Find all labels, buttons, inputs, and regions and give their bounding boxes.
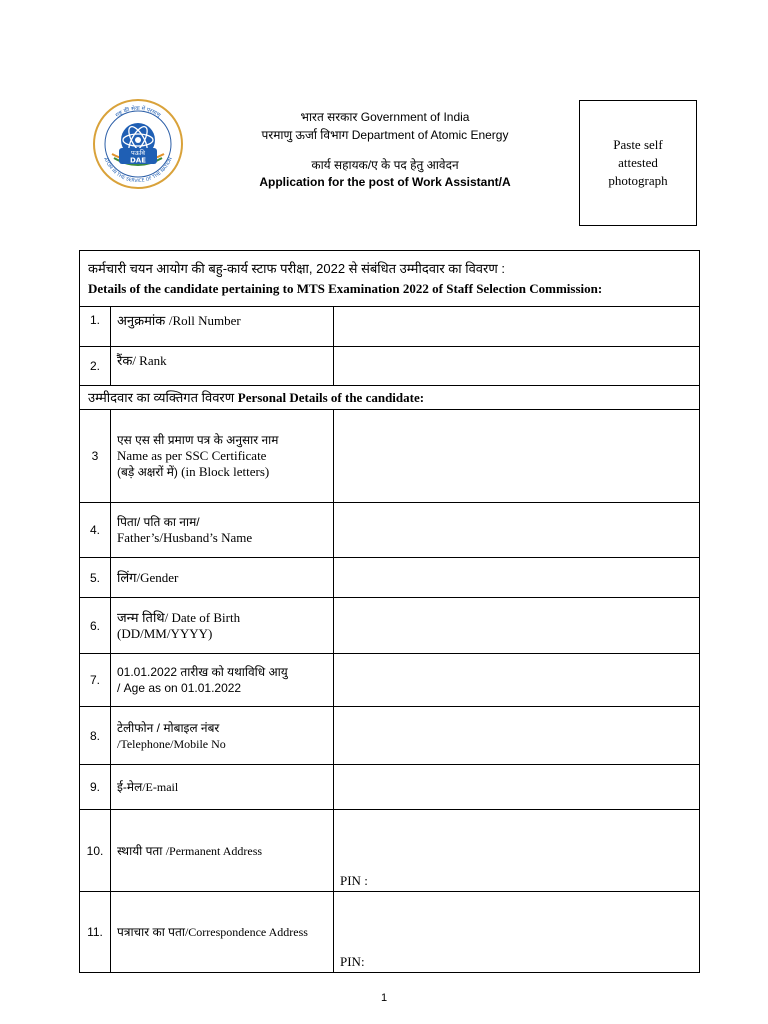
dept-english: Department of Atomic Energy bbox=[351, 128, 509, 142]
table-row bbox=[80, 654, 700, 707]
logo-ring-bottom: ATOM IN THE SERVICE OF THE NATION bbox=[102, 156, 174, 185]
dob-label bbox=[111, 598, 334, 654]
row-number: 6. bbox=[80, 598, 111, 654]
email-field[interactable] bbox=[334, 765, 700, 810]
rank-hindi: रैंक bbox=[117, 353, 133, 368]
org-english: Government of India bbox=[360, 110, 470, 124]
permanent-address-english: /Permanent Address bbox=[165, 843, 263, 858]
age-field[interactable] bbox=[334, 654, 700, 707]
header bbox=[200, 108, 570, 190]
row-number: 5. bbox=[80, 558, 111, 598]
correspondence-address-field[interactable] bbox=[334, 892, 700, 973]
dae-emblem-icon bbox=[92, 98, 184, 190]
email-label bbox=[111, 765, 334, 810]
roll-number-field[interactable] bbox=[334, 307, 700, 347]
row-number: 7. bbox=[80, 654, 111, 707]
section-2-header-row bbox=[80, 386, 700, 410]
correspondence-address-hindi: पत्राचार का पता bbox=[117, 925, 185, 939]
father-husband-hindi: पिता/ पति का नाम/ bbox=[117, 515, 200, 529]
section-1-header-row bbox=[80, 251, 700, 307]
permanent-pin-label: PIN : bbox=[340, 873, 368, 888]
dept-hindi: परमाणु ऊर्जा विभाग bbox=[261, 128, 349, 142]
section-2-title-english: Personal Details of the candidate: bbox=[237, 389, 425, 405]
name-label bbox=[111, 410, 334, 503]
application-form-table bbox=[79, 250, 700, 973]
row-number: 8. bbox=[80, 707, 111, 765]
rank-english: / Rank bbox=[132, 353, 167, 368]
section-2-title-hindi: उम्मीदवार का व्यक्तिगत विवरण bbox=[88, 389, 238, 405]
age-date: 01.01.2022 bbox=[117, 665, 178, 679]
section-1-title bbox=[80, 251, 700, 307]
email-hindi: ई-मेल bbox=[117, 780, 143, 794]
correspondence-address-label bbox=[111, 892, 334, 973]
section-1-title-english: Details of the candidate pertaining to MTS Examination 2022 of Staff Selection Commission: bbox=[88, 280, 603, 296]
row-number: 3 bbox=[80, 410, 111, 503]
name-english: Name as per SSC Certificate bbox=[117, 448, 267, 463]
roll-number-label bbox=[111, 307, 334, 347]
name-field[interactable] bbox=[334, 410, 700, 503]
section-2-title bbox=[80, 386, 700, 410]
dob-format: (DD/MM/YYYY) bbox=[117, 625, 213, 641]
age-hindi: तारीख को यथाविधि आयु bbox=[177, 665, 288, 679]
photo-line-1: Paste self bbox=[613, 137, 663, 152]
row-number: 11. bbox=[80, 892, 111, 973]
logo-hindi-text: पऊवि bbox=[130, 149, 146, 157]
permanent-address-label bbox=[111, 810, 334, 892]
roll-number-hindi: अनुक्रमांक bbox=[117, 313, 169, 328]
phone-english: /Telephone/Mobile No bbox=[117, 736, 226, 751]
father-husband-label bbox=[111, 503, 334, 558]
post-english: Application for the post of Work Assistant/A bbox=[259, 175, 511, 189]
phone-hindi: टेलीफोन / मोबाइल नंबर bbox=[117, 720, 220, 735]
section-1-title-hindi-2: से संबंधित उम्मीदवार का विवरण : bbox=[345, 260, 505, 276]
row-number: 4. bbox=[80, 503, 111, 558]
age-english: / Age as on 01.01.2022 bbox=[117, 681, 242, 695]
rank-field[interactable] bbox=[334, 347, 700, 386]
row-number: 9. bbox=[80, 765, 111, 810]
logo-ring-top: राष्ट्र की सेवा में परमाणु bbox=[114, 105, 162, 119]
dob-english: / Date of Birth bbox=[164, 609, 241, 625]
father-husband-field[interactable] bbox=[334, 503, 700, 558]
photo-box bbox=[579, 100, 697, 226]
table-row bbox=[80, 347, 700, 386]
photo-line-3: photograph bbox=[608, 173, 668, 188]
name-hindi: एस एस सी प्रमाण पत्र के अनुसार नाम bbox=[117, 433, 279, 447]
table-row bbox=[80, 810, 700, 892]
table-row bbox=[80, 707, 700, 765]
table-row bbox=[80, 503, 700, 558]
post-hindi: कार्य सहायक/ए के पद हेतु आवेदन bbox=[311, 158, 459, 172]
age-label bbox=[111, 654, 334, 707]
table-row bbox=[80, 558, 700, 598]
name-block-english: (in Block letters) bbox=[177, 464, 270, 479]
dob-field[interactable] bbox=[334, 598, 700, 654]
org-hindi: भारत सरकार bbox=[300, 110, 358, 124]
gender-hindi: लिंग bbox=[117, 569, 137, 585]
phone-label bbox=[111, 707, 334, 765]
correspondence-pin-label: PIN: bbox=[340, 954, 365, 969]
roll-number-english: /Roll Number bbox=[168, 313, 241, 328]
section-1-title-hindi: कर्मचारी चयन आयोग की बहु-कार्य स्टाफ परीक्षा, bbox=[88, 260, 317, 276]
table-row bbox=[80, 307, 700, 347]
father-husband-english: Father’s/Husband’s Name bbox=[117, 530, 253, 545]
section-1-title-year: 2022 bbox=[316, 260, 346, 276]
correspondence-address-english: /Correspondence Address bbox=[184, 925, 308, 939]
gender-label bbox=[111, 558, 334, 598]
name-block-hindi: (बड़े अक्षरों में) bbox=[117, 465, 178, 479]
table-row bbox=[80, 598, 700, 654]
rank-label bbox=[111, 347, 334, 386]
email-english: /E-mail bbox=[142, 780, 179, 794]
table-row bbox=[80, 410, 700, 503]
permanent-address-hindi: स्थायी पता bbox=[117, 843, 166, 858]
permanent-address-field[interactable] bbox=[334, 810, 700, 892]
table-row bbox=[80, 892, 700, 973]
phone-field[interactable] bbox=[334, 707, 700, 765]
row-number: 2. bbox=[80, 347, 111, 386]
gender-english: /Gender bbox=[136, 569, 179, 585]
gender-field[interactable] bbox=[334, 558, 700, 598]
logo-dae-text: DAE bbox=[129, 156, 147, 165]
org-line bbox=[200, 108, 570, 126]
dept-line bbox=[200, 126, 570, 144]
page-number: 1 bbox=[380, 992, 388, 1004]
table-row bbox=[80, 765, 700, 810]
dob-hindi: जन्म तिथि bbox=[117, 609, 165, 625]
row-number: 1. bbox=[80, 307, 111, 347]
row-number: 10. bbox=[80, 810, 111, 892]
photo-line-2: attested bbox=[618, 155, 658, 170]
